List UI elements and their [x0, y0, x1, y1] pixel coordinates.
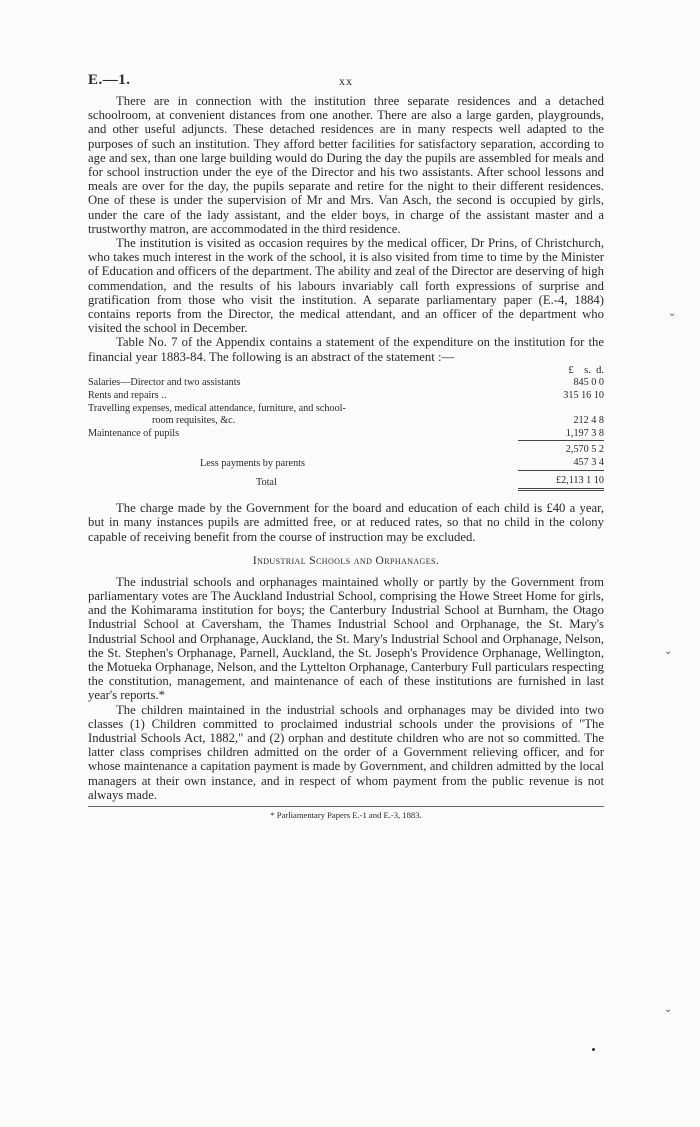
row-label-continued: room requisites, &c.	[152, 415, 236, 427]
margin-pencil-mark: ⌄	[668, 308, 677, 319]
paragraph-charges: The charge made by the Government for the board and education of each child is £40 a year, but in many instances pupils are admitted free, or at reduced rates, so that no child in the colony capable of receiving benefit from the course of instruction may be excluded.	[88, 501, 604, 544]
table-row	[88, 403, 604, 416]
row-amount: 212 4 8	[573, 415, 604, 427]
less-row	[88, 457, 604, 470]
paragraph-classes: The children maintained in the industrial schools and orphanages may be divided into two classes (1) Children committed to proclaimed industrial schools under the provisions of "The Industrial Schools Act, 1882," and (2) orphan and destitute children who are not so committed. The latter class comprises children admitted on the order of a Government relieving officer, and for whose maintenance a capitation payment is made by Government, and children admitted by the local managers at their own instance, and in respect of whom payment from the public revenue is not always made.	[88, 702, 604, 802]
row-amount: 845 0 0	[573, 377, 604, 389]
row-label: Salaries—Director and two assistants	[88, 377, 241, 389]
total-label: Total	[256, 477, 277, 489]
less-amount: 457 3 4	[518, 457, 604, 470]
ink-speck	[592, 1048, 595, 1051]
currency-header-row	[88, 365, 604, 378]
table-row	[88, 428, 604, 441]
row-label: Rents and repairs ..	[88, 390, 167, 402]
margin-pencil-mark: ⌄	[664, 1004, 673, 1015]
footnote-divider	[88, 806, 604, 807]
row-amount: 315 16 10	[563, 390, 604, 402]
expenditure-abstract-table	[88, 365, 604, 491]
table-row	[88, 377, 604, 390]
row-amount: 1,197 3 8	[518, 428, 604, 441]
subtotal-row	[88, 441, 604, 457]
page-number: xx	[339, 74, 353, 88]
table-row	[88, 390, 604, 403]
margin-pencil-mark: ⌄	[664, 646, 673, 657]
total-amount: £2,113 1 10	[518, 470, 604, 490]
pounds-symbol: £	[568, 364, 574, 376]
paragraph-visits: The institution is visited as occasion requires by the medical officer, Dr Prins, of Christchurch, who takes much interest in the work of the school, it is also visited from time to time by the Minister of Education and officers of the department. The ability and zeal of the Director are deserving of high commendation, and the results of his labours invariably call forth expressions of surprise and gratification from those who visit the institution. A separate parliamentary paper (E.-4, 1884) contains reports from the Director, the medical attendant, and an officer of the department who visited the school in December.	[88, 236, 604, 336]
shillings-symbol: s.	[584, 364, 591, 376]
less-label: Less payments by parents	[200, 457, 305, 469]
document-page	[88, 72, 604, 820]
pence-symbol: d.	[596, 364, 604, 376]
page-header	[88, 72, 604, 94]
subtotal-amount: 2,570 5 2	[565, 444, 604, 456]
row-label: Maintenance of pupils	[88, 428, 180, 440]
paragraph-residences: There are in connection with the institution three separate residences and a detached schoolroom, at convenient distances from one another. There are also a large garden, playgrounds, and other useful adjuncts. These detached residences are in many respects well adapted to the purposes of such an institution. They afford better facilities for satisfactory separation, according to age and sex, than one large building would do During the day the pupils are assembled for meals and for school instruction under the eye of the Director and his two assistants. After school lessons and meals are over for the day, the pupils separate and retire for the night to their different residences. One of these is under the supervision of Mr and Mrs. Van Asch, the second is occupied by girls, under the care of the lady assistant, and the elder boys, in charge of the assistant master and a trustworthy matron, are accommodated in the third residence.	[88, 94, 604, 236]
table-row	[88, 415, 604, 428]
section-heading: Industrial Schools and Orphanages.	[252, 554, 440, 567]
row-label: Travelling expenses, medical attendance, furniture, and school-	[88, 402, 346, 414]
paper-reference: E.—1.	[88, 72, 131, 88]
paragraph-institutions: The industrial schools and orphanages maintained wholly or partly by the Government from parliamentary votes are The Auckland Industrial School, comprising the Howe Street Home for girls, and the Kohimarama institution for boys; the Canterbury Industrial School at Burnham, the Otago Industrial School at Caversham, the Thames Industrial School and Orphanage, the St. Mary's Industrial School and Orphanage, Auckland, the St. Mary's Industrial School and Orphanage, Nelson, the St. Stephen's Orphanage, Parnell, Auckland, the St. Joseph's Providence Orphanage, Wellington, the Motueka Orphanage, Nelson, and the Lyttelton Orphanage, Canterbury Full particulars respecting the constitution, management, and maintenance of each of these institutions are furnished in last year's reports.*	[88, 574, 604, 703]
footnote: * Parliamentary Papers E.-1 and E.-3, 1883.	[270, 810, 422, 821]
total-row	[88, 470, 604, 490]
paragraph-appendix-intro: Table No. 7 of the Appendix contains a statement of the expenditure on the institution for the financial year 1883-84. The following is an abstract of the statement :—	[88, 335, 604, 364]
